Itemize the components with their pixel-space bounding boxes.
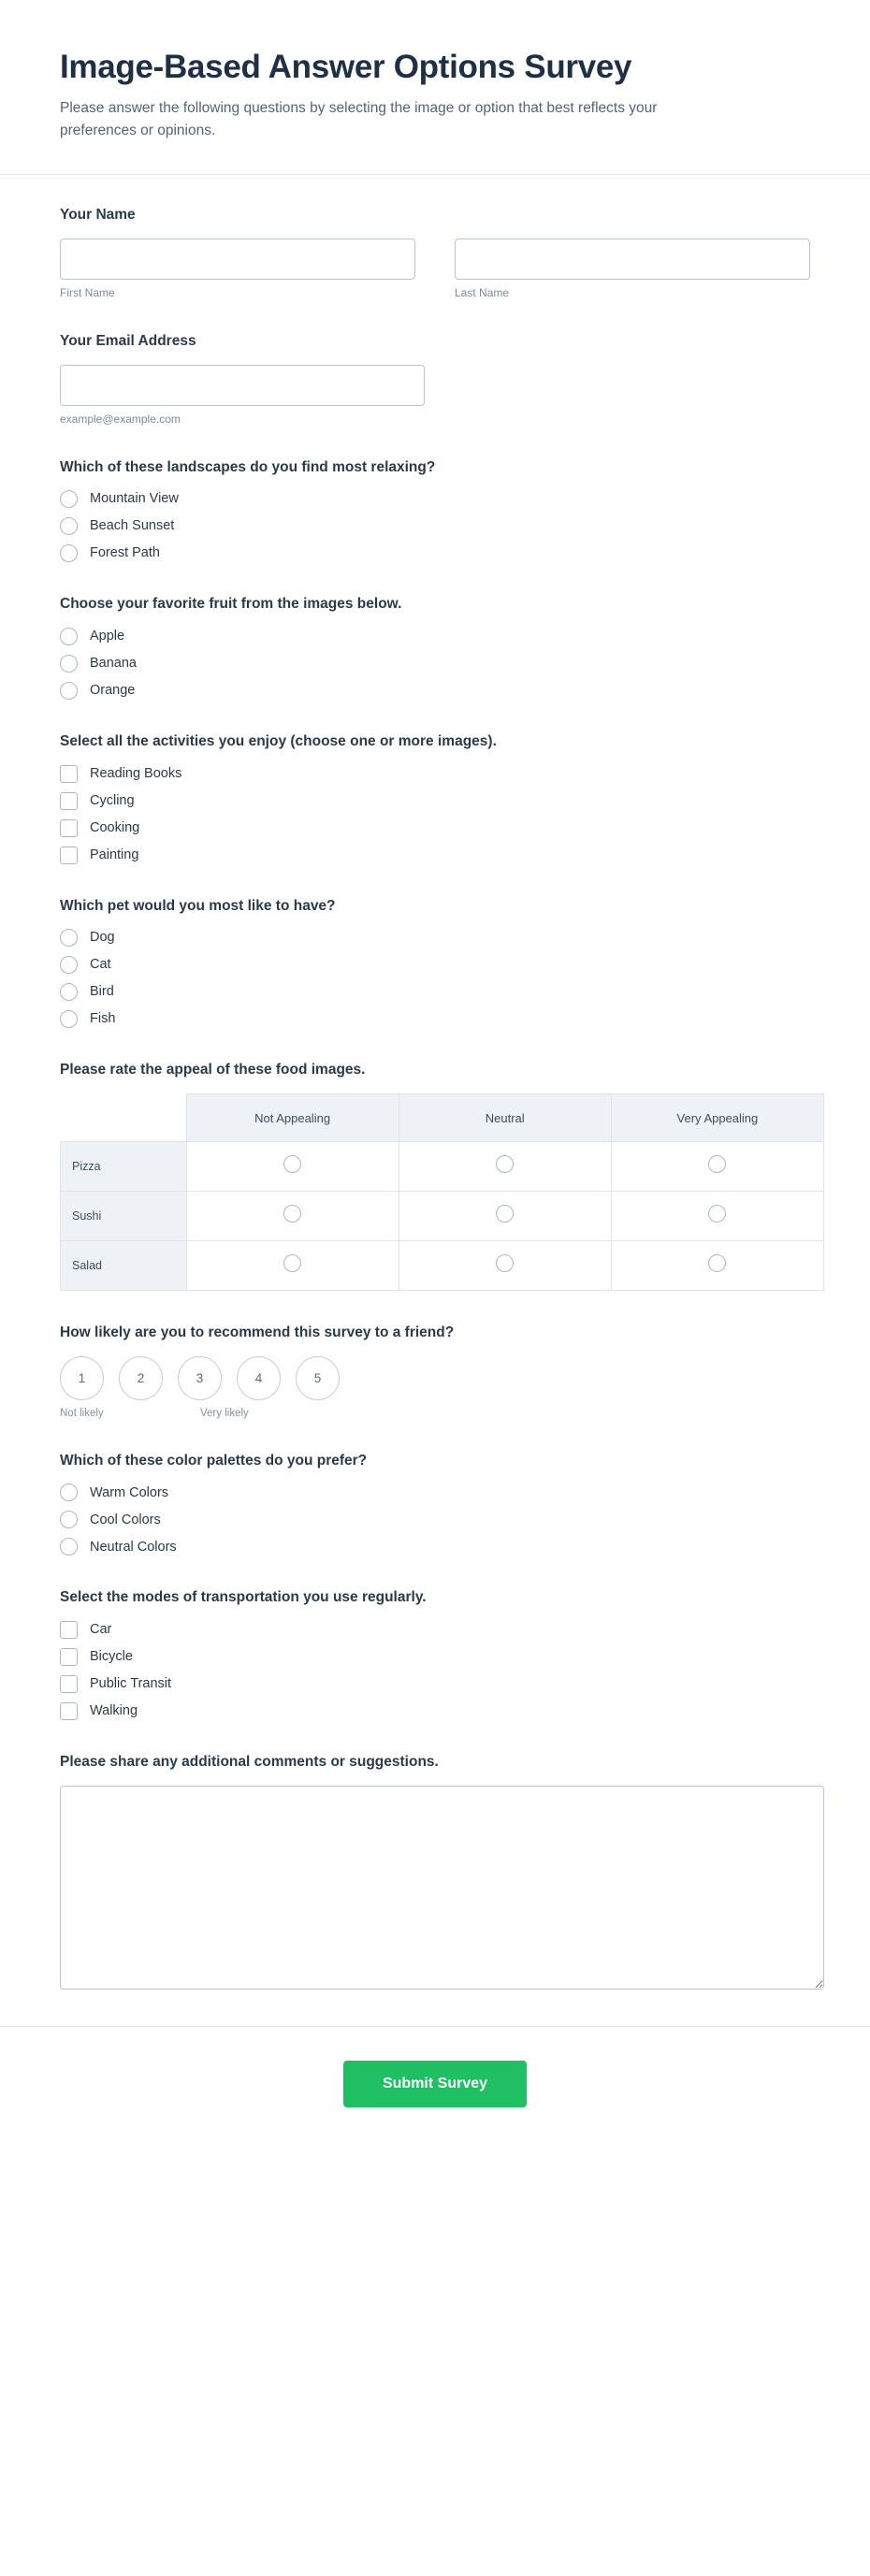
option-label: Orange [90, 683, 136, 699]
checkbox-icon[interactable] [60, 1702, 78, 1720]
option-label: Cat [90, 957, 111, 973]
radio-icon[interactable] [496, 1254, 514, 1272]
radio-option-apple[interactable] [60, 628, 810, 645]
first-name-sublabel: First Name [60, 285, 115, 299]
scale-option-1[interactable]: 1 [60, 1356, 104, 1400]
option-label: Banana [90, 656, 137, 672]
radio-icon[interactable] [60, 655, 78, 673]
radio-option-cat[interactable] [60, 956, 810, 974]
scale-row [60, 1356, 810, 1400]
checkbox-option-bicycle[interactable] [60, 1648, 810, 1666]
radio-icon[interactable] [60, 1483, 78, 1501]
matrix-row-header: Pizza [61, 1142, 187, 1192]
question-label: Which of these color palettes do you prefer? [60, 1452, 368, 1469]
option-label: Painting [90, 847, 139, 862]
checkbox-icon[interactable] [60, 819, 78, 837]
matrix-cell-salad-very-appealing[interactable] [611, 1241, 823, 1291]
name-fields-row [60, 239, 810, 299]
form-body [0, 175, 870, 1994]
matrix-row-header: Sushi [61, 1192, 187, 1241]
radio-option-banana[interactable] [60, 655, 810, 673]
form-header [0, 0, 870, 175]
option-label: Fish [90, 1011, 116, 1027]
table-row [61, 1241, 824, 1291]
matrix-column-header: Neutral [399, 1094, 611, 1142]
question-food-matrix [60, 1060, 810, 1291]
question-label: Please share any additional comments or suggestions. [60, 1754, 439, 1771]
option-label: Cycling [90, 792, 135, 808]
question-label: Which pet would you most like to have? [60, 897, 336, 914]
radio-option-neutral-colors[interactable] [60, 1538, 810, 1556]
radio-icon[interactable] [60, 1511, 78, 1528]
option-label: Reading Books [90, 765, 182, 781]
matrix-cell-sushi-not-appealing[interactable] [186, 1192, 399, 1241]
checkbox-option-reading-books[interactable] [60, 765, 810, 783]
matrix-cell-pizza-very-appealing[interactable] [611, 1142, 823, 1192]
matrix-table [60, 1093, 824, 1291]
question-fruit [60, 594, 810, 700]
question-pet [60, 896, 810, 1029]
question-transportation [60, 1587, 810, 1720]
radio-option-dog[interactable] [60, 929, 810, 947]
last-name-input[interactable] [455, 239, 810, 280]
question-landscape [60, 457, 810, 563]
radio-icon[interactable] [60, 544, 78, 562]
radio-icon[interactable] [283, 1155, 301, 1173]
matrix-row-header: Salad [61, 1241, 187, 1291]
option-label: Public Transit [90, 1676, 172, 1692]
option-label: Dog [90, 930, 115, 946]
radio-icon[interactable] [60, 682, 78, 700]
checkbox-icon[interactable] [60, 765, 78, 783]
question-label: Your Email Address [60, 332, 196, 349]
option-label: Car [90, 1622, 112, 1638]
question-label: How likely are you to recommend this survey to a friend? [60, 1324, 455, 1341]
radio-icon[interactable] [496, 1205, 514, 1223]
radio-icon[interactable] [283, 1254, 301, 1272]
matrix-cell-pizza-neutral[interactable] [399, 1142, 611, 1192]
radio-icon[interactable] [60, 1010, 78, 1028]
option-label: Cooking [90, 819, 140, 835]
page-title: Image-Based Answer Options Survey [60, 49, 632, 85]
checkbox-option-walking[interactable] [60, 1702, 810, 1720]
question-email [60, 331, 810, 426]
radio-option-orange[interactable] [60, 682, 810, 700]
last-name-sublabel: Last Name [455, 285, 510, 299]
checkbox-icon[interactable] [60, 792, 78, 810]
radio-icon[interactable] [496, 1155, 514, 1173]
radio-icon[interactable] [283, 1205, 301, 1223]
question-activities [60, 731, 810, 864]
option-label: Warm Colors [90, 1484, 169, 1500]
radio-option-fish[interactable] [60, 1010, 810, 1028]
checkbox-icon[interactable] [60, 847, 78, 864]
radio-icon[interactable] [60, 517, 78, 535]
first-name-group [60, 239, 415, 299]
matrix-column-header: Not Appealing [186, 1094, 399, 1142]
radio-icon[interactable] [60, 929, 78, 947]
checkbox-option-car[interactable] [60, 1621, 810, 1639]
scale-option-3[interactable]: 3 [178, 1356, 222, 1400]
option-label: Beach Sunset [90, 518, 175, 534]
email-sublabel: example@example.com [60, 412, 181, 426]
table-row [61, 1192, 824, 1241]
matrix-header-row [61, 1094, 824, 1142]
submit-button[interactable]: Submit Survey [343, 2061, 527, 2107]
matrix-cell-sushi-neutral[interactable] [399, 1192, 611, 1241]
option-label: Neutral Colors [90, 1539, 177, 1555]
scale-low-label: Not likely [60, 1407, 104, 1419]
scale-legend [60, 1408, 810, 1419]
radio-icon[interactable] [60, 956, 78, 974]
matrix-corner-cell [61, 1094, 187, 1142]
comments-textarea[interactable] [60, 1786, 824, 1990]
question-label: Choose your favorite fruit from the images below. [60, 596, 402, 613]
question-your-name [60, 205, 810, 299]
radio-option-forest-path[interactable] [60, 544, 810, 562]
question-label: Which of these landscapes do you find most relaxing? [60, 458, 436, 475]
question-comments [60, 1752, 810, 1994]
question-label: Your Name [60, 207, 136, 224]
radio-option-bird[interactable] [60, 983, 810, 1001]
radio-option-beach-sunset[interactable] [60, 517, 810, 535]
question-label: Select all the activities you enjoy (choose one or more images). [60, 733, 497, 750]
radio-option-cool-colors[interactable] [60, 1511, 810, 1528]
option-label: Apple [90, 629, 125, 644]
checkbox-option-cycling[interactable] [60, 792, 810, 810]
checkbox-icon[interactable] [60, 1675, 78, 1693]
radio-icon[interactable] [60, 1538, 78, 1556]
option-label: Bird [90, 984, 114, 1000]
radio-icon[interactable] [708, 1205, 726, 1223]
table-row [61, 1142, 824, 1192]
radio-icon[interactable] [708, 1254, 726, 1272]
checkbox-icon[interactable] [60, 1621, 78, 1639]
option-label: Cool Colors [90, 1512, 161, 1527]
matrix-cell-pizza-not-appealing[interactable] [186, 1142, 399, 1192]
scale-high-label: Very likely [200, 1407, 249, 1419]
option-label: Mountain View [90, 491, 179, 507]
email-field[interactable] [60, 365, 425, 406]
question-recommend [60, 1323, 810, 1419]
option-label: Bicycle [90, 1649, 133, 1665]
checkbox-option-painting[interactable] [60, 847, 810, 864]
radio-option-mountain-view[interactable] [60, 490, 810, 508]
checkbox-icon[interactable] [60, 1648, 78, 1666]
matrix-cell-salad-neutral[interactable] [399, 1241, 611, 1291]
matrix-cell-sushi-very-appealing[interactable] [611, 1192, 823, 1241]
option-label: Forest Path [90, 545, 160, 561]
radio-icon[interactable] [60, 983, 78, 1001]
first-name-input[interactable] [60, 239, 415, 280]
radio-option-warm-colors[interactable] [60, 1483, 810, 1501]
radio-icon[interactable] [60, 490, 78, 508]
scale-option-4[interactable]: 4 [237, 1356, 281, 1400]
checkbox-option-public-transit[interactable] [60, 1675, 810, 1693]
last-name-group [455, 239, 810, 299]
scale-option-5[interactable]: 5 [296, 1356, 340, 1400]
radio-icon[interactable] [60, 628, 78, 645]
question-label: Please rate the appeal of these food images. [60, 1062, 366, 1078]
matrix-cell-salad-not-appealing[interactable] [186, 1241, 399, 1291]
matrix-column-header: Very Appealing [611, 1094, 823, 1142]
page-subtitle: Please answer the following questions by selecting the image or option that best reflects your preferences or opinions. [60, 100, 658, 139]
checkbox-option-cooking[interactable] [60, 819, 810, 837]
radio-icon[interactable] [708, 1155, 726, 1173]
option-label: Walking [90, 1703, 138, 1719]
question-color-palette [60, 1451, 810, 1556]
scale-option-2[interactable]: 2 [119, 1356, 163, 1400]
form-footer [0, 2026, 870, 2152]
question-label: Select the modes of transportation you use regularly. [60, 1589, 427, 1606]
